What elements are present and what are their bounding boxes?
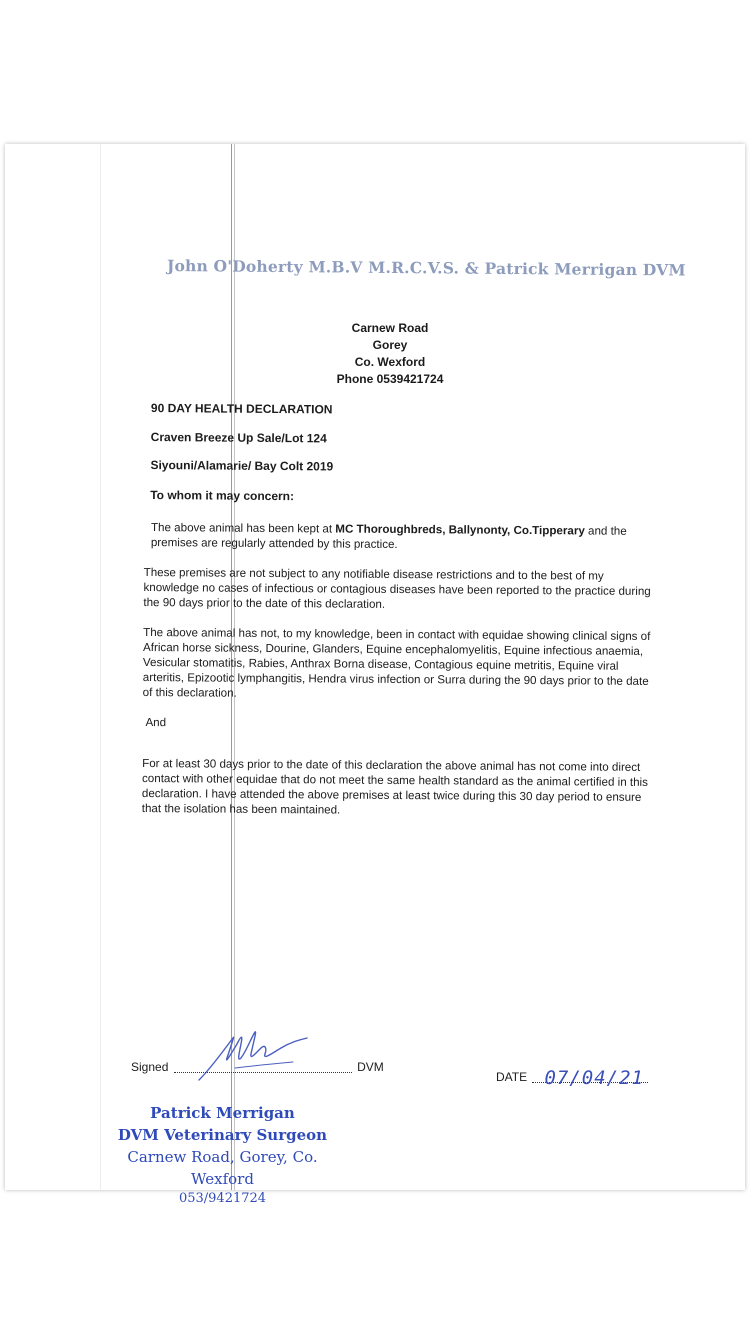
stamp-role: DVM Veterinary Surgeon — [117, 1126, 328, 1144]
address-phone: Phone 0539421724 — [336, 372, 444, 386]
and-text: And — [145, 716, 167, 730]
date-line — [496, 1067, 648, 1089]
salutation: To whom it may concern: — [150, 488, 295, 504]
address-county: Co. Wexford — [354, 355, 426, 369]
address-street: Carnew Road — [351, 321, 429, 335]
paragraph-premises — [144, 520, 656, 554]
letterhead: John O'Doherty M.B.V M.R.C.V.S. & Patrick Merrigan DVM — [166, 256, 686, 280]
stamp-address: Carnew Road, Gorey, Co. Wexford — [127, 1148, 318, 1188]
paragraph-isolation: For at least 30 days prior to the date of this declaration the above animal has not come into direct contact with other equidae that do not meet the same health standard as the animal certified in this declaration. I have attended the above premises at least twice during this 30 day period to ensure that the isolation has been maintained. — [141, 756, 648, 817]
date-dots — [532, 1067, 648, 1089]
sale-lot: Craven Breeze Up Sale/Lot 124 — [150, 430, 327, 446]
animal-description: Siyouni/Alamarie/ Bay Colt 2019 — [150, 458, 334, 474]
declaration-body — [142, 400, 657, 835]
paragraph-premises-start: The above animal has been kept at — [150, 521, 336, 536]
document-page — [5, 144, 745, 1206]
practice-address — [305, 320, 475, 388]
premises-location: MC Thoroughbreds, Ballynonty, Co.Tipperary — [335, 522, 585, 538]
stamp-phone: 053/9421724 — [178, 1191, 267, 1206]
signature-scribble — [195, 1024, 325, 1084]
paragraph-diseases: The above animal has not, to my knowledge, been in contact with equidae showing clinical signs of African horse sickness, Dourine, Glanders, Equine encephalomyelitis, Equine infectious anaemia, Vesicular stomatitis, Rabies, Anthrax Borna disease, Contagious equine metritis, Equine viral arteritis, Epizootic lymphangitis, Hendra virus infection or Surra during the 90 days prior to the date of this declaration. — [142, 625, 651, 700]
vet-stamp — [105, 1102, 340, 1208]
date-value: 07/04/21 — [544, 1067, 644, 1089]
signed-label: Signed — [131, 1060, 169, 1074]
signature-dots — [174, 1072, 352, 1073]
paragraph-restrictions: These premises are not subject to any notifiable disease restrictions and to the best of my knowledge no cases of infectious or contagious diseases have been reported to the practice during the 90 days prior to the date of this declaration. — [143, 565, 651, 611]
paragraph-premises-end: and the premises are regularly attended by this practice. — [150, 524, 627, 551]
signature-line — [131, 1060, 384, 1074]
date-label: DATE — [496, 1070, 528, 1084]
address-town: Gorey — [372, 338, 408, 352]
stamp-name: Patrick Merrigan — [150, 1104, 295, 1122]
declaration-title: 90 DAY HEALTH DECLARATION — [150, 401, 333, 417]
signature-title: DVM — [357, 1060, 384, 1074]
fold-line — [100, 144, 101, 1190]
